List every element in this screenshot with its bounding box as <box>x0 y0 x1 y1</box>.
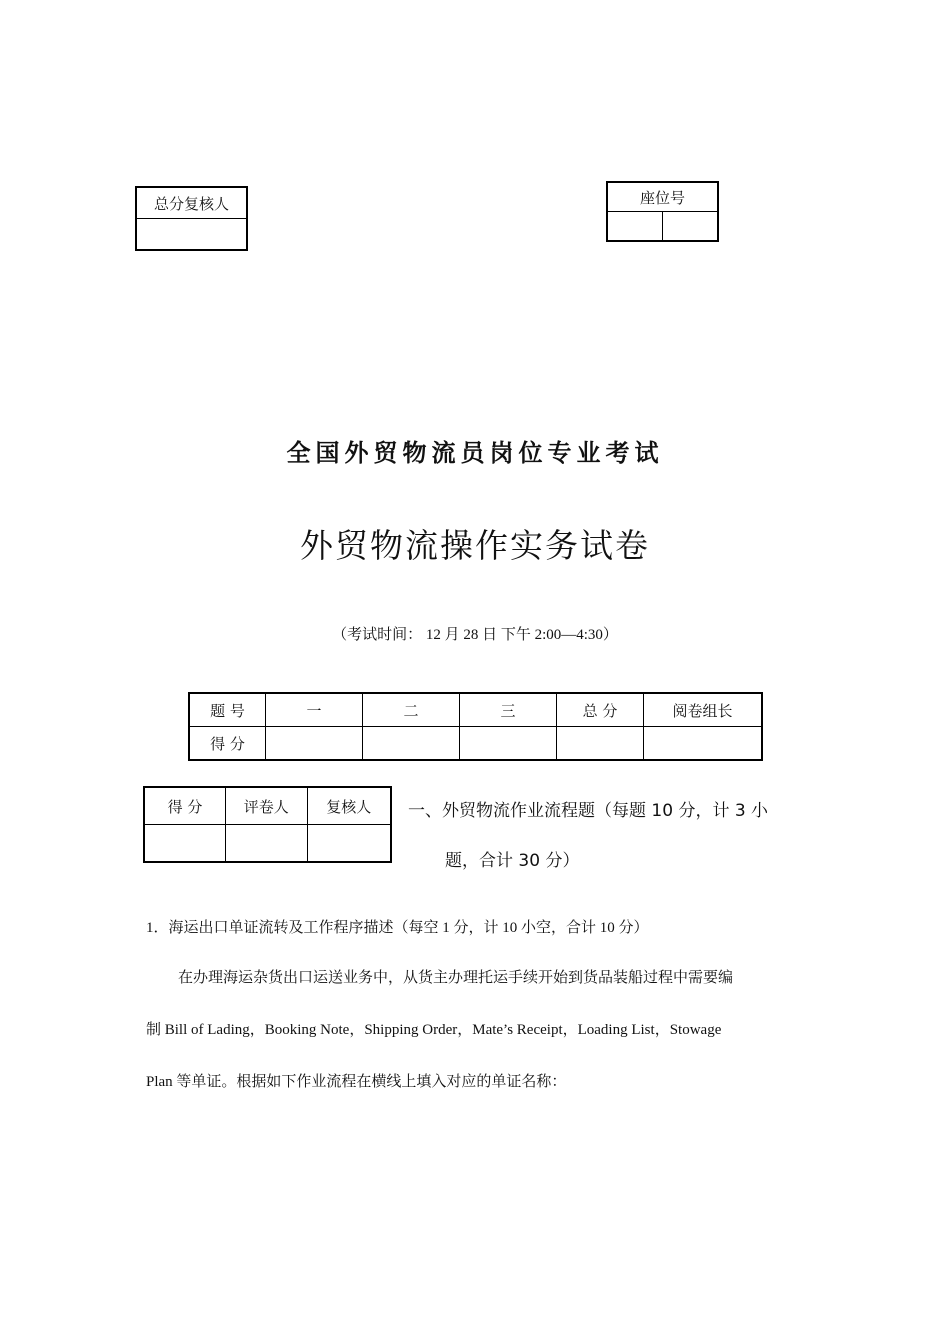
exam-name: 全国外贸物流员岗位专业考试 <box>286 439 664 467</box>
score-cell-1[interactable] <box>266 727 363 761</box>
score-table-header-row <box>189 693 762 727</box>
grader-name-label: 评卷人 <box>226 787 308 825</box>
seat-number-label: 座位号 <box>607 182 718 212</box>
question-1-line-3: Plan 等单证。根据如下作业流程在横线上填入对应的单证名称： <box>146 1074 567 1090</box>
score-summary-table <box>188 692 763 761</box>
question-1-line-2: 制 Bill of Lading，Booking Note，Shipping Order，Mate’s Receipt，Loading List，Stowage <box>146 1022 722 1038</box>
exam-time: （考试时间： 12 月 28 日 下午 2:00—4:30） <box>332 627 618 643</box>
question-1-body <box>146 952 805 1108</box>
score-table-score-row <box>189 727 762 761</box>
column-section-3: 三 <box>460 693 557 727</box>
column-section-1: 一 <box>266 693 363 727</box>
reviewer-field[interactable] <box>136 219 247 251</box>
seat-number-cell-1[interactable] <box>607 212 663 242</box>
grader-box <box>143 786 392 863</box>
column-chief-grader: 阅卷组长 <box>644 693 763 727</box>
paper-title: 外贸物流操作实务试卷 <box>300 526 650 565</box>
column-section-2: 二 <box>363 693 460 727</box>
grader-score-field[interactable] <box>144 825 226 863</box>
score-cell-2[interactable] <box>363 727 460 761</box>
score-cell-total[interactable] <box>557 727 644 761</box>
column-total: 总 分 <box>557 693 644 727</box>
score-cell-chief[interactable] <box>644 727 763 761</box>
grader-reviewer-label: 复核人 <box>307 787 391 825</box>
section-heading-line-1: 一、外贸物流作业流程题（每题 10 分，计 3 小 <box>408 801 769 821</box>
score-cell-3[interactable] <box>460 727 557 761</box>
question-1-title: 1．海运出口单证流转及工作程序描述（每空 1 分，计 10 小空，合计 10 分） <box>146 920 649 936</box>
reviewer-box <box>135 186 248 251</box>
reviewer-label: 总分复核人 <box>136 187 247 219</box>
grader-score-label: 得 分 <box>144 787 226 825</box>
seat-number-cell-2[interactable] <box>663 212 719 242</box>
question-1-line-1: 在办理海运杂货出口运送业务中，从货主办理托运手续开始到货品装船过程中需要编 <box>178 970 734 986</box>
seat-number-box <box>606 181 719 242</box>
grader-reviewer-field[interactable] <box>307 825 391 863</box>
section-heading-line-2: 题，合计 30 分） <box>445 851 580 871</box>
grader-input-row <box>144 825 391 863</box>
section-heading <box>408 786 803 886</box>
grader-name-field[interactable] <box>226 825 308 863</box>
score-row-label: 得 分 <box>189 727 266 761</box>
question-number-label: 题 号 <box>189 693 266 727</box>
grader-header-row <box>144 787 391 825</box>
